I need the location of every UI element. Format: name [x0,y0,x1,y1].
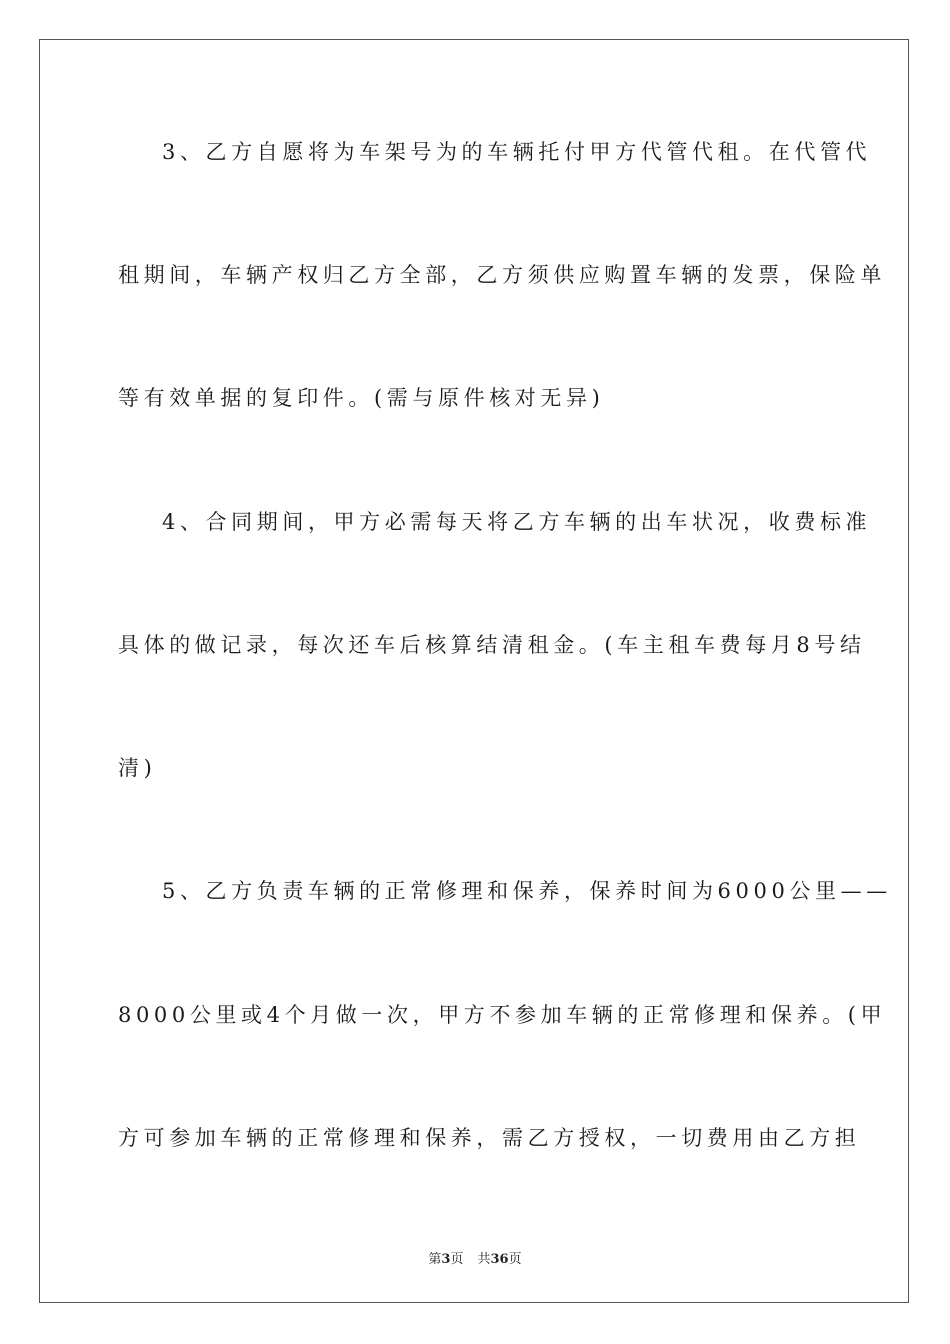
paragraph-4-line-1: 4、合同期间，甲方必需每天将乙方车辆的出车状况，收费标准 [162,510,872,534]
paragraph-4-line-2: 具体的做记录，每次还车后核算结清租金。(车主租车费每月8号结 [118,633,866,657]
page-number: 3 [441,1252,451,1267]
paragraph-5-line-2: 8000公里或4个月做一次，甲方不参加车辆的正常修理和保养。(甲 [118,1003,887,1027]
total-prefix: 共 [477,1252,491,1267]
paragraph-5-line-3: 方可参加车辆的正常修理和保养，需乙方授权，一切费用由乙方担 [118,1126,861,1150]
page-footer [0,1248,950,1267]
total-suffix: 页 [508,1252,522,1267]
paragraph-3-line-1: 3、乙方自愿将为车架号为的车辆托付甲方代管代租。在代管代 [162,140,872,164]
paragraph-3-line-3: 等有效单据的复印件。(需与原件核对无异) [118,386,605,410]
total-pages: 36 [490,1252,509,1267]
paragraph-4-line-3: 清) [118,756,157,780]
paragraph-3-line-2: 租期间，车辆产权归乙方全部，乙方须供应购置车辆的发票，保险单 [118,263,886,287]
paragraph-5-line-1: 5、乙方负责车辆的正常修理和保养，保养时间为6000公里—— [162,879,892,903]
page-prefix: 第 [428,1252,442,1267]
page-border [39,39,909,1303]
page-suffix: 页 [450,1252,464,1267]
